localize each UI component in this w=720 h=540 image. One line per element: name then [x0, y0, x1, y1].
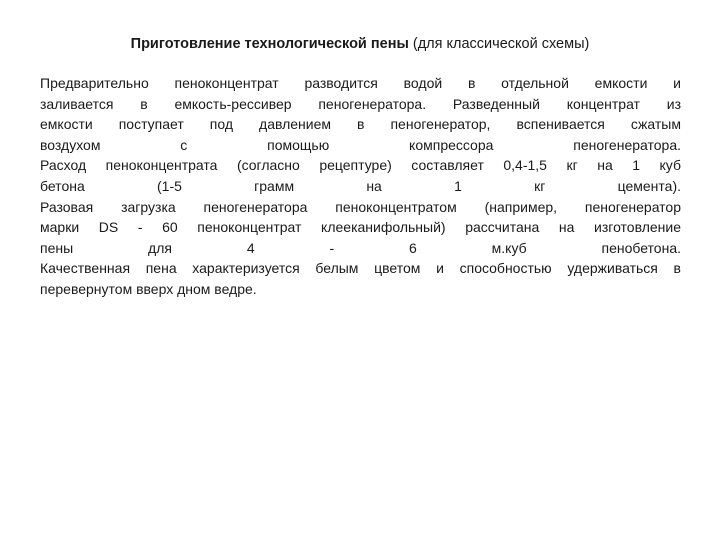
paragraph-consumption [40, 155, 681, 196]
paragraph-loading [40, 197, 681, 259]
text-line: пены для 4 - 6 м.куб пенобетона. [40, 239, 681, 256]
text-line: воздухом с помощью компрессора пеногенератора. [40, 136, 681, 153]
slide-title [0, 34, 720, 54]
title-normal-part: (для классической схемы) [408, 36, 590, 52]
text-line: Предварительно пеноконцентрат разводится водой в отдельной емкости и [40, 75, 681, 91]
text-line: емкости поступает под давлением в пеногенератор, вспенивается сжатым [40, 116, 681, 133]
text-line: заливается в емкость-рессивер пеногенератора. Разведенный концентрат из [40, 95, 681, 112]
text-line: Разовая загрузка пеногенератора пеноконцентратом (например, пеногенератор [40, 198, 681, 215]
paragraph-preparation [40, 73, 681, 155]
body-text [40, 73, 681, 300]
text-line: марки DS - 60 пеноконцентрат клееканифольный) рассчитана на изготовление [40, 219, 681, 236]
text-line: Расход пеноконцентрата (согласно рецептуре) составляет 0,4-1,5 кг на 1 куб [40, 157, 681, 174]
text-line: бетона (1-5 грамм на 1 кг цемента). [40, 177, 681, 194]
text-line: перевернутом вверх дном ведре. [40, 280, 257, 297]
title-bold-part: Приготовление технологической пены [130, 36, 409, 52]
paragraph-quality [40, 258, 681, 299]
text-line: Качественная пена характеризуется белым цветом и способностью удерживаться в [40, 260, 681, 277]
